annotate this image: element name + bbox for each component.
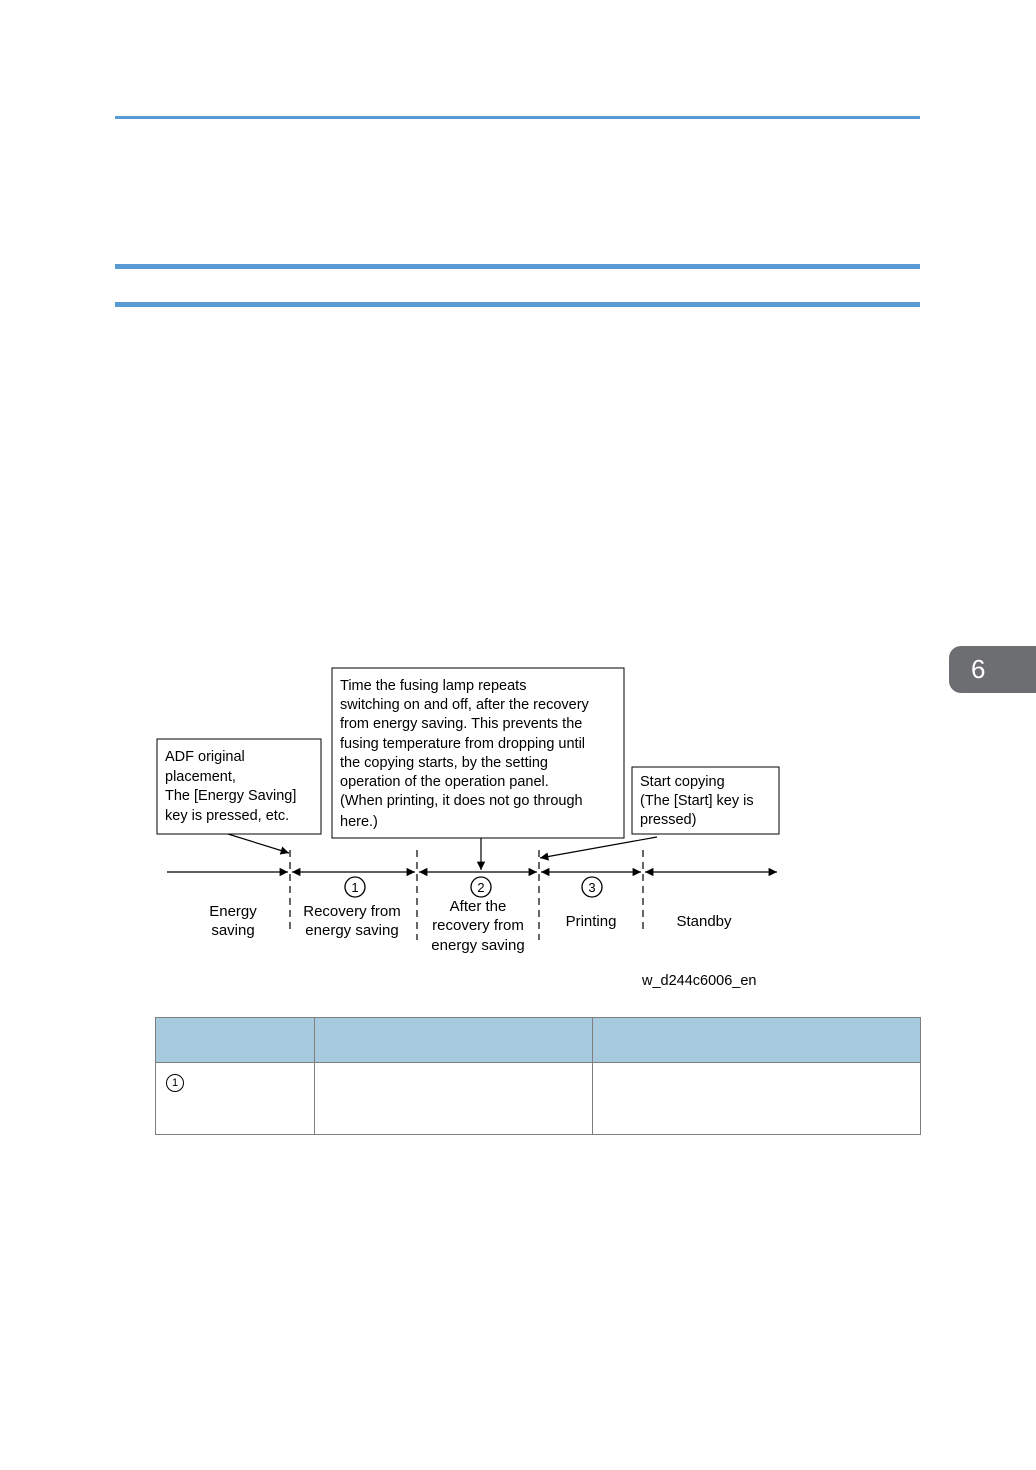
phase-label-after-recovery: After the <box>449 898 507 915</box>
callout-adf-line: placement, <box>165 769 236 785</box>
table-header-row <box>156 1018 921 1063</box>
chapter-tab[interactable]: 6 <box>949 646 1036 693</box>
table-header-cell <box>156 1018 315 1063</box>
callout-start-line: pressed) <box>640 812 697 828</box>
phase-label-recovery: energy saving <box>305 922 399 939</box>
pointer-arrow-start <box>540 837 657 858</box>
callout-start-line: (The [Start] key is <box>640 793 754 809</box>
marker-number-2: 2 <box>477 880 485 895</box>
phase-label-energy-saving: saving <box>211 922 255 939</box>
callout-fusing-line: the copying starts, by the setting <box>340 755 548 771</box>
callout-adf-line: The [Energy Saving] <box>165 788 297 804</box>
table-cell <box>593 1063 921 1135</box>
row-marker-1: 1 <box>166 1074 184 1092</box>
callout-fusing-line: fusing temperature from dropping until <box>340 736 586 752</box>
callout-start-line: Start copying <box>640 774 725 790</box>
reference-table <box>155 1017 921 1135</box>
marker-number-3: 3 <box>588 880 596 895</box>
marker-number-1: 1 <box>351 880 359 895</box>
callout-fusing-line: from energy saving. This prevents the <box>340 716 583 732</box>
callout-fusing-line: (When printing, it does not go through <box>340 793 583 809</box>
table-cell <box>156 1063 315 1135</box>
phase-label-energy-saving: Energy <box>209 903 257 920</box>
phase-label-printing: Printing <box>565 913 617 930</box>
phase-label-after-recovery: recovery from <box>432 917 524 934</box>
phase-label-recovery: Recovery from <box>303 903 401 920</box>
callout-adf-line: ADF original <box>165 749 245 765</box>
table-cell <box>315 1063 593 1135</box>
callout-adf-line: key is pressed, etc. <box>165 808 290 824</box>
phase-label-standby: Standby <box>676 913 732 930</box>
table-header-cell <box>593 1018 921 1063</box>
callout-fusing-line: switching on and off, after the recovery <box>340 697 589 713</box>
figure-id: w_d244c6006_en <box>642 973 757 989</box>
callout-fusing-line: Time the fusing lamp repeats <box>340 678 527 694</box>
callout-fusing-line: here.) <box>340 814 378 830</box>
pointer-arrow-adf <box>228 834 289 853</box>
table-row <box>156 1063 921 1135</box>
callout-fusing-line: operation of the operation panel. <box>340 774 549 790</box>
phase-label-after-recovery: energy saving <box>431 937 525 954</box>
table-header-cell <box>315 1018 593 1063</box>
